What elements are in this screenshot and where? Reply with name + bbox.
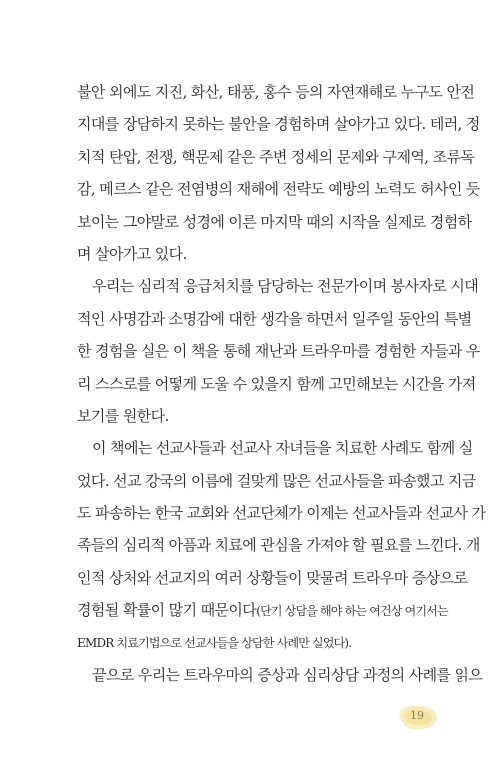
text-line-17-note: (단기 상담을 해야 하는 여건상 여기서는 [256,604,448,619]
text-line-8: 적인 사명감과 소명감에 대한 생각을 하면서 일주일 동안의 특별 [77,309,472,328]
text-line-18: EMDR 치료기법으로 선교사들을 상담한 사례만 실었다). [77,635,352,650]
text-line-5: 보이는 그야말로 성경에 이른 마지막 때의 시작을 실제로 경험하 [77,212,472,231]
text-line-2: 지대를 장담하지 못하는 불안을 경험하며 살아가고 있다. 테러, 정 [77,115,480,134]
text-line-17 [77,594,448,626]
text-line-6: 며 살아가고 있다. [77,244,187,263]
text-line-19: 끝으로 우리는 트라우마의 증상과 심리상담 과정의 사례를 읽으 [92,666,483,685]
page-number-badge [394,702,440,732]
text-line-13: 었다. 선교 강국의 이름에 걸맞게 많은 선교사들을 파송했고 지금 [77,471,476,490]
text-line-12: 이 책에는 선교사들과 선교사 자녀들을 치료한 사례도 함께 실 [92,439,473,458]
text-line-17-main: 경험될 확률이 많기 때문이다 [77,601,257,620]
text-line-3: 치적 탄압, 전쟁, 핵문제 같은 주변 정세의 문제와 구제역, 조류독 [77,147,475,166]
text-line-4: 감, 메르스 같은 전염병의 재해에 전략도 예방의 노력도 허사인 듯 [77,180,480,199]
text-line-7: 우리는 심리적 응급처치를 담당하는 전문가이며 봉사자로 시대 [92,277,479,296]
text-line-14: 도 파송하는 한국 교회와 선교단체가 이제는 선교사들과 선교사 가 [77,504,486,523]
text-line-15: 족들의 심리적 아픔과 치료에 관심을 가져야 할 필요를 느낀다. 개 [77,536,480,555]
text-line-16: 인적 상처와 선교지의 여러 상황들이 맞물려 트라우마 증상으로 [77,568,468,587]
page-number: 19 [410,709,424,722]
text-line-9: 한 경험을 실은 이 책을 통해 재난과 트라우마를 경험한 자들과 우 [77,342,480,361]
text-line-11: 보기를 원한다. [77,406,169,425]
body-text [77,76,486,691]
text-line-10: 리 스스로를 어떻게 도울 수 있을지 함께 고민해보는 시간을 가져 [77,374,476,393]
text-line-1: 불안 외에도 지진, 화산, 태풍, 홍수 등의 자연재해로 누구도 안전 [77,83,475,101]
